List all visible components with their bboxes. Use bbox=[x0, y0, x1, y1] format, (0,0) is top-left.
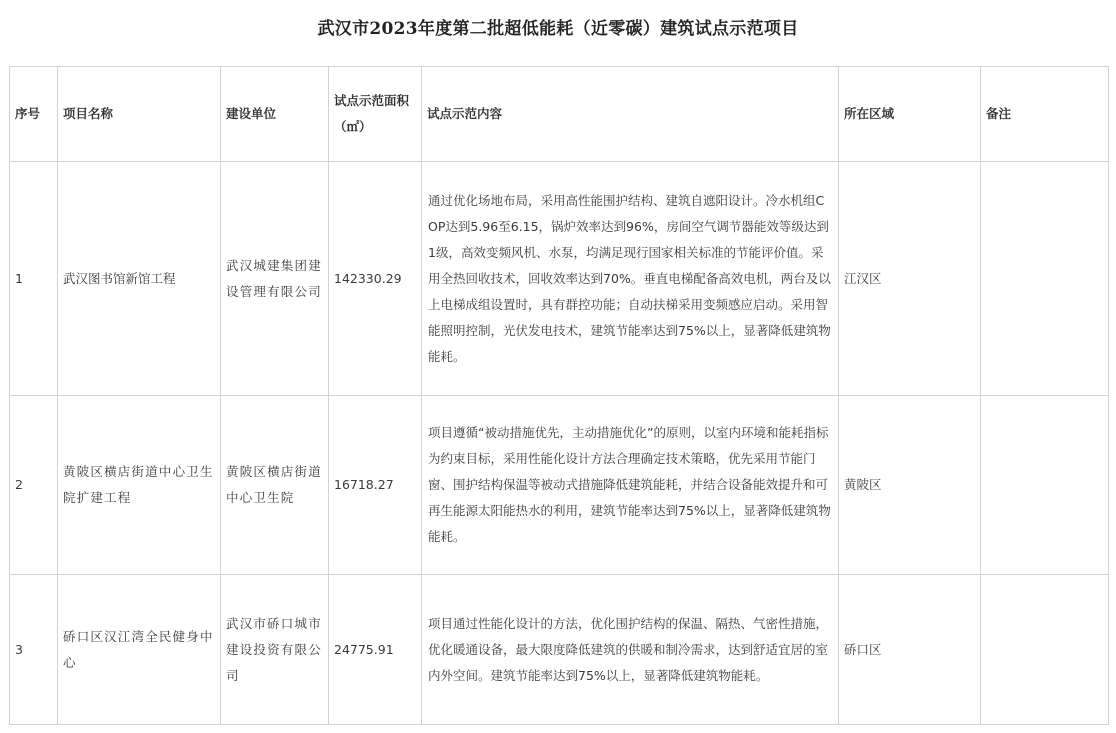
header-project-name: 项目名称 bbox=[58, 67, 221, 162]
cell-project-name: 武汉图书馆新馆工程 bbox=[58, 162, 221, 396]
cell-index: 1 bbox=[10, 162, 58, 396]
cell-area: 16718.27 bbox=[329, 396, 422, 575]
cell-remark bbox=[981, 162, 1109, 396]
table-row bbox=[10, 396, 1109, 575]
cell-area: 24775.91 bbox=[329, 575, 422, 725]
cell-content: 项目通过性能化设计的方法，优化围护结构的保温、隔热、气密性措施，优化暖通设备，最大限度降低建筑的供暖和制冷需求，达到舒适宜居的室内外空间。建筑节能率达到75%以上，显著降低建筑物能耗。 bbox=[422, 575, 839, 725]
header-builder: 建设单位 bbox=[221, 67, 329, 162]
table-row bbox=[10, 162, 1109, 396]
cell-district: 黄陂区 bbox=[839, 396, 981, 575]
cell-district: 硚口区 bbox=[839, 575, 981, 725]
header-content: 试点示范内容 bbox=[422, 67, 839, 162]
cell-project-name: 黄陂区横店街道中心卫生院扩建工程 bbox=[58, 396, 221, 575]
header-area: 试点示范面积（㎡） bbox=[329, 67, 422, 162]
table-header-row bbox=[10, 67, 1109, 162]
header-district: 所在区域 bbox=[839, 67, 981, 162]
cell-remark bbox=[981, 396, 1109, 575]
cell-content: 通过优化场地布局，采用高性能围护结构、建筑自遮阳设计。冷水机组COP达到5.96至6.15，锅炉效率达到96%，房间空气调节器能效等级达到1级，高效变频风机、水泵，均满足现行国家相关标准的节能评价值。采用全热回收技术，回收效率达到70%。垂直电梯配备高效电机，两台及以上电梯成组设置时，具有群控功能；自动扶梯采用变频感应启动。采用智能照明控制，光伏发电技术，建筑节能率达到75%以上，显著降低建筑物能耗。 bbox=[422, 162, 839, 396]
cell-builder: 武汉市硚口城市建设投资有限公司 bbox=[221, 575, 329, 725]
page-title: 武汉市2023年度第二批超低能耗（近零碳）建筑试点示范项目 bbox=[317, 19, 799, 39]
cell-district: 江汉区 bbox=[839, 162, 981, 396]
table-row bbox=[10, 575, 1109, 725]
cell-index: 3 bbox=[10, 575, 58, 725]
cell-project-name: 硚口区汉江湾全民健身中心 bbox=[58, 575, 221, 725]
header-index: 序号 bbox=[10, 67, 58, 162]
cell-builder: 黄陂区横店街道中心卫生院 bbox=[221, 396, 329, 575]
projects-table bbox=[9, 66, 1109, 725]
cell-area: 142330.29 bbox=[329, 162, 422, 396]
header-remark: 备注 bbox=[981, 67, 1109, 162]
cell-index: 2 bbox=[10, 396, 58, 575]
cell-builder: 武汉城建集团建设管理有限公司 bbox=[221, 162, 329, 396]
cell-content: 项目遵循“被动措施优先，主动措施优化”的原则，以室内环境和能耗指标为约束目标，采用性能化设计方法合理确定技术策略，优先采用节能门窗、围护结构保温等被动式措施降低建筑能耗，并结合设备能效提升和可再生能源太阳能热水的利用，建筑节能率达到75%以上，显著降低建筑物能耗。 bbox=[422, 396, 839, 575]
cell-remark bbox=[981, 575, 1109, 725]
